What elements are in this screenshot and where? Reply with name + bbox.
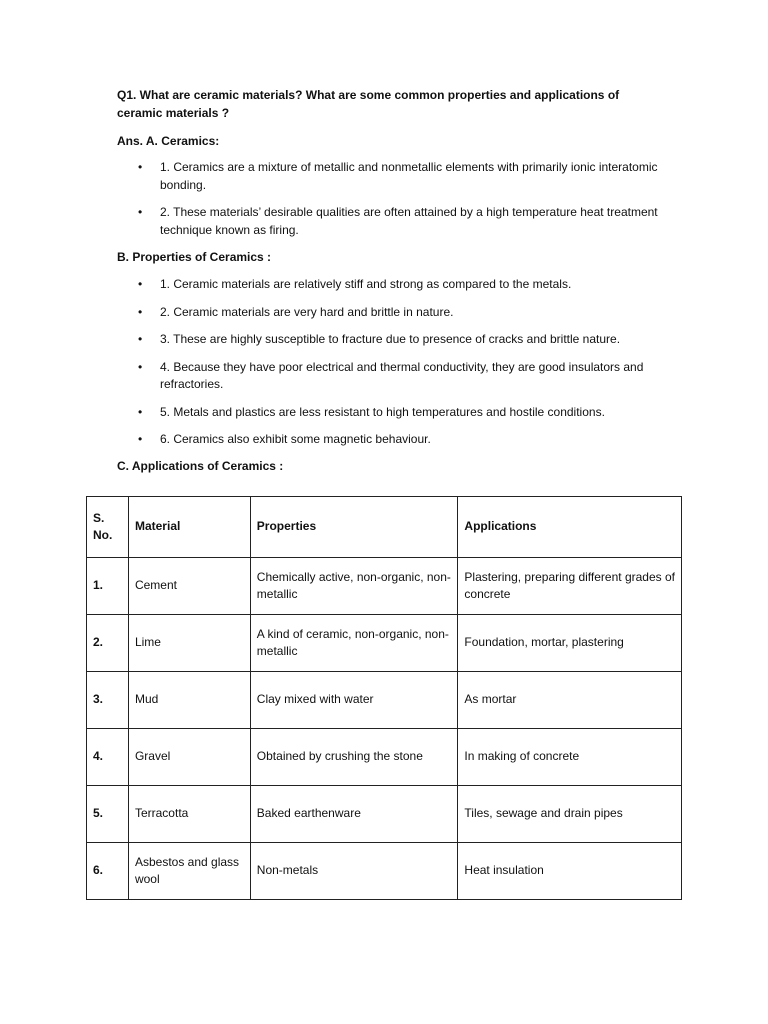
cell-material: Asbestos and glass wool [128, 843, 250, 900]
cell-sno: 2. [87, 615, 129, 672]
section-b-heading: B. Properties of Ceramics : [117, 250, 272, 264]
cell-sno: 5. [87, 786, 129, 843]
header-material: Material [128, 497, 250, 558]
cell-applications: Tiles, sewage and drain pipes [458, 786, 682, 843]
cell-applications: Foundation, mortar, plastering [458, 615, 682, 672]
list-item: • 5. Metals and plastics are less resistant to high temperatures and hostile conditions. [138, 404, 658, 422]
header-sno: S. No. [87, 497, 129, 558]
cell-sno: 6. [87, 843, 129, 900]
cell-properties: Obtained by crushing the stone [250, 729, 458, 786]
cell-properties: Clay mixed with water [250, 672, 458, 729]
table-row [87, 672, 682, 729]
cell-properties: Non-metals [250, 843, 458, 900]
table-row [87, 786, 682, 843]
header-properties: Properties [250, 497, 458, 558]
section-b-list [138, 276, 658, 459]
cell-sno: 1. [87, 558, 129, 615]
cell-applications: In making of concrete [458, 729, 682, 786]
table-row [87, 558, 682, 615]
table-row [87, 615, 682, 672]
list-item: • 3. These are highly susceptible to fracture due to presence of cracks and brittle nature. [138, 331, 658, 349]
cell-material: Terracotta [128, 786, 250, 843]
cell-material: Cement [128, 558, 250, 615]
list-item: • 2. These materials’ desirable qualities are often attained by a high temperature heat treatment technique known as firing. [138, 204, 658, 239]
table-row [87, 729, 682, 786]
cell-sno: 4. [87, 729, 129, 786]
section-c-heading: C. Applications of Ceramics : [117, 459, 284, 473]
cell-properties: Baked earthenware [250, 786, 458, 843]
section-a-heading: Ans. A. Ceramics: [117, 134, 220, 148]
cell-sno: 3. [87, 672, 129, 729]
cell-applications: Heat insulation [458, 843, 682, 900]
table-header-row [87, 497, 682, 558]
header-applications: Applications [458, 497, 682, 558]
table-row [87, 843, 682, 900]
cell-properties: Chemically active, non-organic, non-metallic [250, 558, 458, 615]
cell-material: Mud [128, 672, 250, 729]
list-item: • 6. Ceramics also exhibit some magnetic behaviour. [138, 431, 658, 449]
list-item: • 1. Ceramics are a mixture of metallic and nonmetallic elements with primarily ionic interatomic bonding. [138, 159, 658, 194]
list-item: • 4. Because they have poor electrical and thermal conductivity, they are good insulators and refractories. [138, 359, 658, 394]
cell-applications: As mortar [458, 672, 682, 729]
cell-material: Gravel [128, 729, 250, 786]
cell-properties: A kind of ceramic, non-organic, non-metallic [250, 615, 458, 672]
question-heading: Q1. What are ceramic materials? What are some common properties and applications of ceramic materials ? [117, 88, 620, 120]
section-a-list [138, 159, 658, 249]
list-item: • 2. Ceramic materials are very hard and brittle in nature. [138, 304, 658, 322]
cell-applications: Plastering, preparing different grades of concrete [458, 558, 682, 615]
list-item: • 1. Ceramic materials are relatively stiff and strong as compared to the metals. [138, 276, 658, 294]
cell-material: Lime [128, 615, 250, 672]
applications-table [86, 496, 682, 900]
